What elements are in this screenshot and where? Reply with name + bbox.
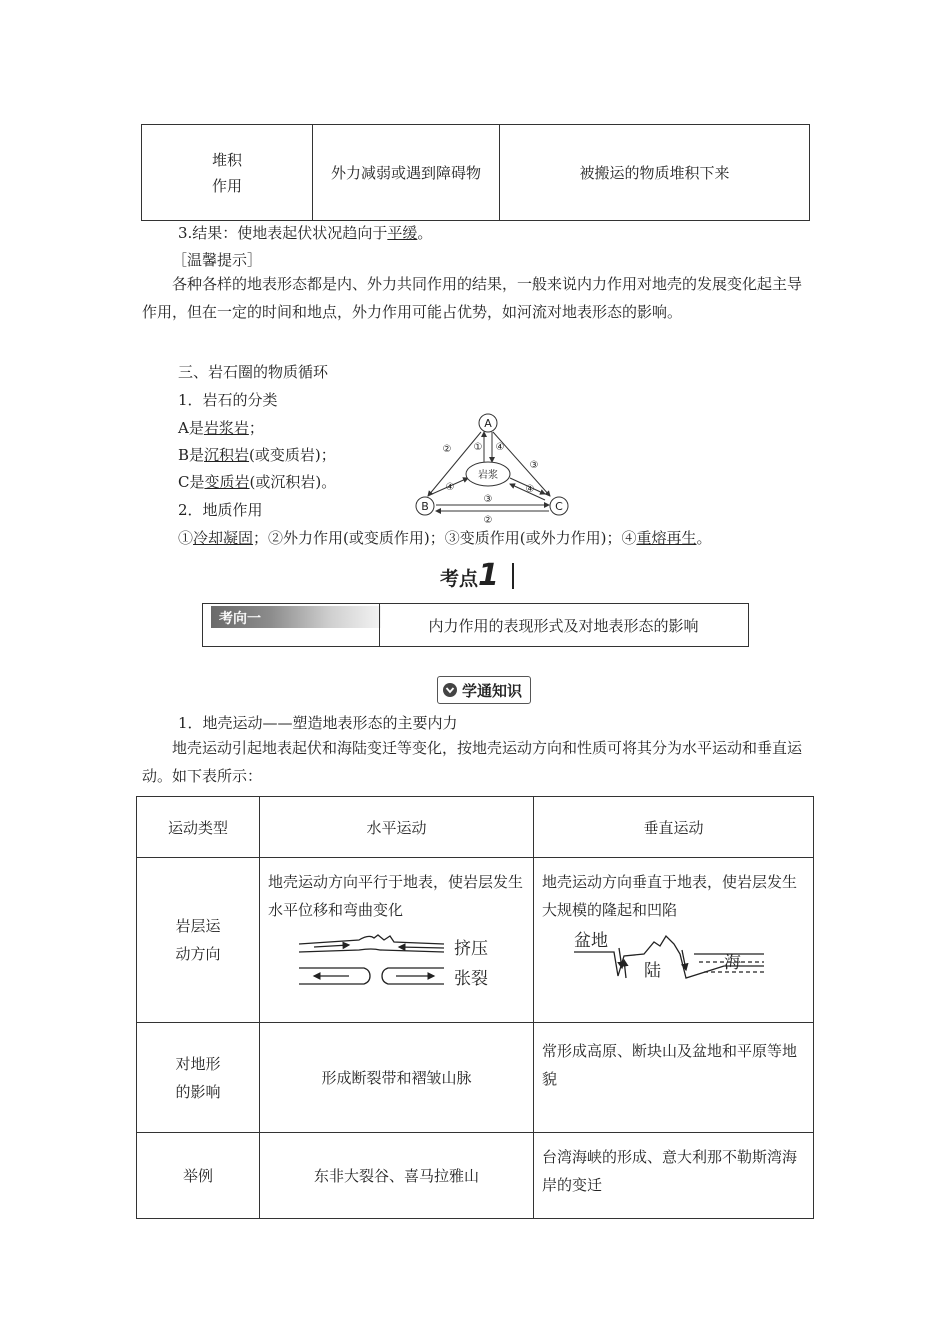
kaoxiang-box xyxy=(202,603,749,647)
deposition-table xyxy=(141,124,810,221)
horizontal-motion-figure xyxy=(294,930,514,1000)
row3-horizontal: 东非大裂谷、喜马拉雅山 xyxy=(260,1133,534,1219)
deposition-condition: 外力减弱或遇到障碍物 xyxy=(313,125,500,221)
rock-c xyxy=(178,471,336,492)
header-horizontal: 水平运动 xyxy=(260,797,534,858)
cycle-center-magma: 岩浆 xyxy=(478,470,498,481)
rock-a xyxy=(178,417,264,438)
cycle-node-b: B xyxy=(421,500,429,513)
kaodian-number: 1 xyxy=(478,558,499,593)
kaodian-label: 考点 xyxy=(440,568,479,590)
row2-horizontal: 形成断裂带和褶皱山脉 xyxy=(260,1023,534,1133)
row2-label-line1: 对地形 xyxy=(175,1054,221,1073)
motion-table xyxy=(136,796,814,1219)
cycle-node-a: A xyxy=(484,417,492,430)
geo-action-remelting: 重熔再生 xyxy=(636,529,697,547)
rock-b-pre: B是 xyxy=(178,446,205,464)
cycle-n3a: ③ xyxy=(529,460,539,471)
geo-action-p3: 。 xyxy=(696,529,712,547)
geo-action-p1: ① xyxy=(178,529,194,547)
rock-c-post: (或沉积岩)。 xyxy=(249,473,337,491)
rock-a-name: 岩浆岩 xyxy=(203,419,249,437)
cycle-n2a: ② xyxy=(442,444,452,455)
row1-horizontal-text: 地壳运动方向平行于地表，使岩层发生水平位移和弯曲变化 xyxy=(268,873,524,919)
kaoxiang-tag-label: 考向一 xyxy=(219,611,261,627)
tip-title: ［温馨提示］ xyxy=(172,251,263,269)
crust-title: 1．地壳运动——塑造地表形态的主要内力 xyxy=(178,714,458,732)
rock-cycle-diagram xyxy=(410,410,575,528)
rock-a-post: ； xyxy=(248,419,264,437)
cycle-node-c: C xyxy=(555,500,563,513)
deposition-label-line2: 作用 xyxy=(211,176,242,195)
kaoxiang-title: 内力作用的表现形式及对地表形态的影响 xyxy=(428,616,699,635)
row3-label: 举例 xyxy=(137,1133,260,1219)
result-pre: 3.结果：使地表起伏状况趋向于 xyxy=(178,224,388,242)
row1-horizontal xyxy=(260,858,534,1023)
row1-label-line2: 动方向 xyxy=(175,945,221,963)
row2-vertical: 常形成高原、断块山及盆地和平原等地貌 xyxy=(534,1023,814,1133)
row2-label xyxy=(137,1023,260,1133)
rock-a-pre: A是 xyxy=(178,419,204,437)
chevron-down-circle-icon xyxy=(442,682,458,698)
rock-class-title: 1．岩石的分类 xyxy=(178,391,278,409)
rock-c-pre: C是 xyxy=(178,473,205,491)
row3-vertical: 台湾海峡的形成、意大利那不勒斯湾海岸的变迁 xyxy=(534,1133,814,1219)
rock-c-name: 变质岩 xyxy=(204,473,250,491)
cycle-n4b: ④ xyxy=(445,482,455,493)
basin-label: 盆地 xyxy=(574,931,608,951)
deposition-result: 被搬运的物质堆积下来 xyxy=(500,125,810,221)
crust-text: 地壳运动引起地表起伏和海陆变迁等变化，按地壳运动方向和性质可将其分为水平运动和垂直运动。如下表所示： xyxy=(142,739,803,785)
row2-label-line2: 的影响 xyxy=(175,1082,221,1101)
row1-label-line1: 岩层运 xyxy=(175,917,221,935)
geo-action-p2: ；②外力作用(或变质作用)；③变质作用(或外力作用)；④ xyxy=(253,529,637,547)
rock-b-name: 沉积岩 xyxy=(204,446,250,464)
rock-b xyxy=(178,444,336,465)
result-line xyxy=(178,222,432,243)
land-label: 陆 xyxy=(644,961,661,981)
cycle-n4a: ④ xyxy=(495,442,505,453)
kaoxiang-tag xyxy=(211,606,381,628)
sea-label: 海 xyxy=(724,953,741,973)
deposition-label-line1: 堆积 xyxy=(211,150,242,169)
vertical-motion-figure xyxy=(574,926,774,994)
row1-label xyxy=(137,858,260,1023)
xuetong-badge xyxy=(437,676,531,704)
cycle-n1: ① xyxy=(473,442,483,453)
result-post: 。 xyxy=(417,224,433,242)
geo-action-cooling: 冷却凝固 xyxy=(193,529,254,547)
squeeze-label: 挤压 xyxy=(454,939,488,959)
kaodian-heading xyxy=(440,558,514,593)
tip-text: 各种各样的地表形态都是内、外力共同作用的结果，一般来说内力作用对地壳的发展变化起主导作用，但在一定的时间和地点，外力作用可能占优势，如河流对地表形态的影响。 xyxy=(142,275,803,321)
cycle-n2b: ② xyxy=(483,515,493,526)
kaodian-bar xyxy=(512,563,514,589)
row1-vertical-text: 地壳运动方向垂直于地表，使岩层发生大规模的隆起和凹陷 xyxy=(542,873,798,919)
geo-action-line xyxy=(178,527,711,548)
cycle-n3b: ③ xyxy=(483,494,493,505)
header-vertical: 垂直运动 xyxy=(534,797,814,858)
rock-b-post: (或变质岩)； xyxy=(249,446,336,464)
section3-title: 三、岩石圈的物质循环 xyxy=(178,363,329,381)
result-underlined: 平缓 xyxy=(387,224,418,242)
split-label: 张裂 xyxy=(454,969,488,989)
xuetong-label: 学通知识 xyxy=(462,681,523,700)
deposition-label xyxy=(142,125,313,221)
header-type: 运动类型 xyxy=(137,797,260,858)
geo-action-title: 2．地质作用 xyxy=(178,501,263,519)
cycle-n4c: ④ xyxy=(525,484,535,495)
row1-vertical xyxy=(534,858,814,1023)
